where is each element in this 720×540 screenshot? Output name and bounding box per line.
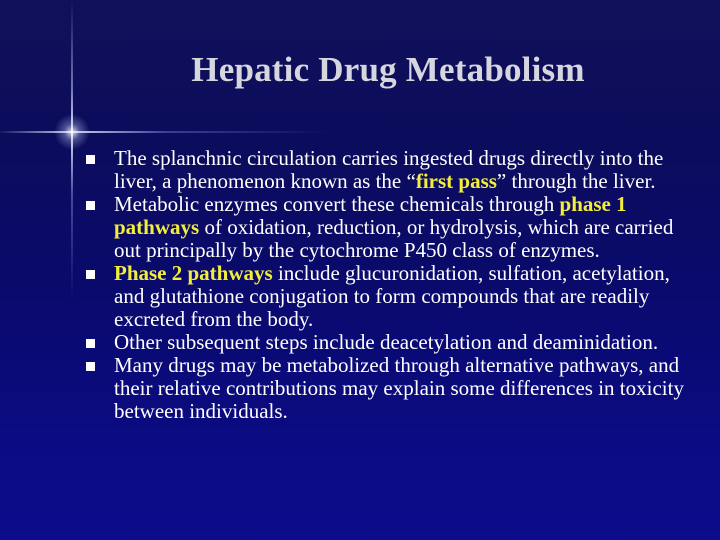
- bullet-item: [86, 354, 686, 423]
- bullet-text: of oxidation, reduction, or hydrolysis, which are carried out principally by the cytochrome P450 class of enzymes.: [114, 215, 674, 262]
- square-bullet-icon: [86, 362, 95, 371]
- square-bullet-icon: [86, 270, 95, 279]
- sparkle-vertical-line: [71, 0, 73, 300]
- bullet-text: Metabolic enzymes convert these chemicals through: [114, 192, 560, 216]
- bullet-text: The splanchnic circulation carries ingested drugs directly into the liver, a phenomenon known as the “: [114, 146, 664, 193]
- bullet-text: include glucuronidation, sulfation, acetylation, and glutathione conjugation to form compounds that are readily excreted from the body.: [114, 261, 670, 331]
- bullet-list: [86, 147, 686, 423]
- sparkle-star-icon: [54, 114, 90, 150]
- highlighted-term: first pass: [415, 169, 497, 193]
- slide-title: Hepatic Drug Metabolism: [191, 50, 585, 89]
- highlighted-term: Phase 2 pathways: [114, 261, 273, 285]
- bullet-text: Many drugs may be metabolized through alternative pathways, and their relative contributions may explain some differences in toxicity between individuals.: [114, 353, 684, 423]
- bullet-item: [86, 147, 686, 193]
- bullet-item: [86, 262, 686, 331]
- square-bullet-icon: [86, 201, 95, 210]
- square-bullet-icon: [86, 155, 95, 164]
- square-bullet-icon: [86, 339, 95, 348]
- bullet-item: [86, 193, 686, 262]
- sparkle-horizontal-line: [0, 131, 330, 133]
- bullet-item: [86, 331, 686, 354]
- bullet-text: Other subsequent steps include deacetylation and deaminidation.: [114, 330, 659, 354]
- highlighted-term: phase 1 pathways: [114, 192, 627, 239]
- bullet-text: ” through the liver.: [496, 169, 656, 193]
